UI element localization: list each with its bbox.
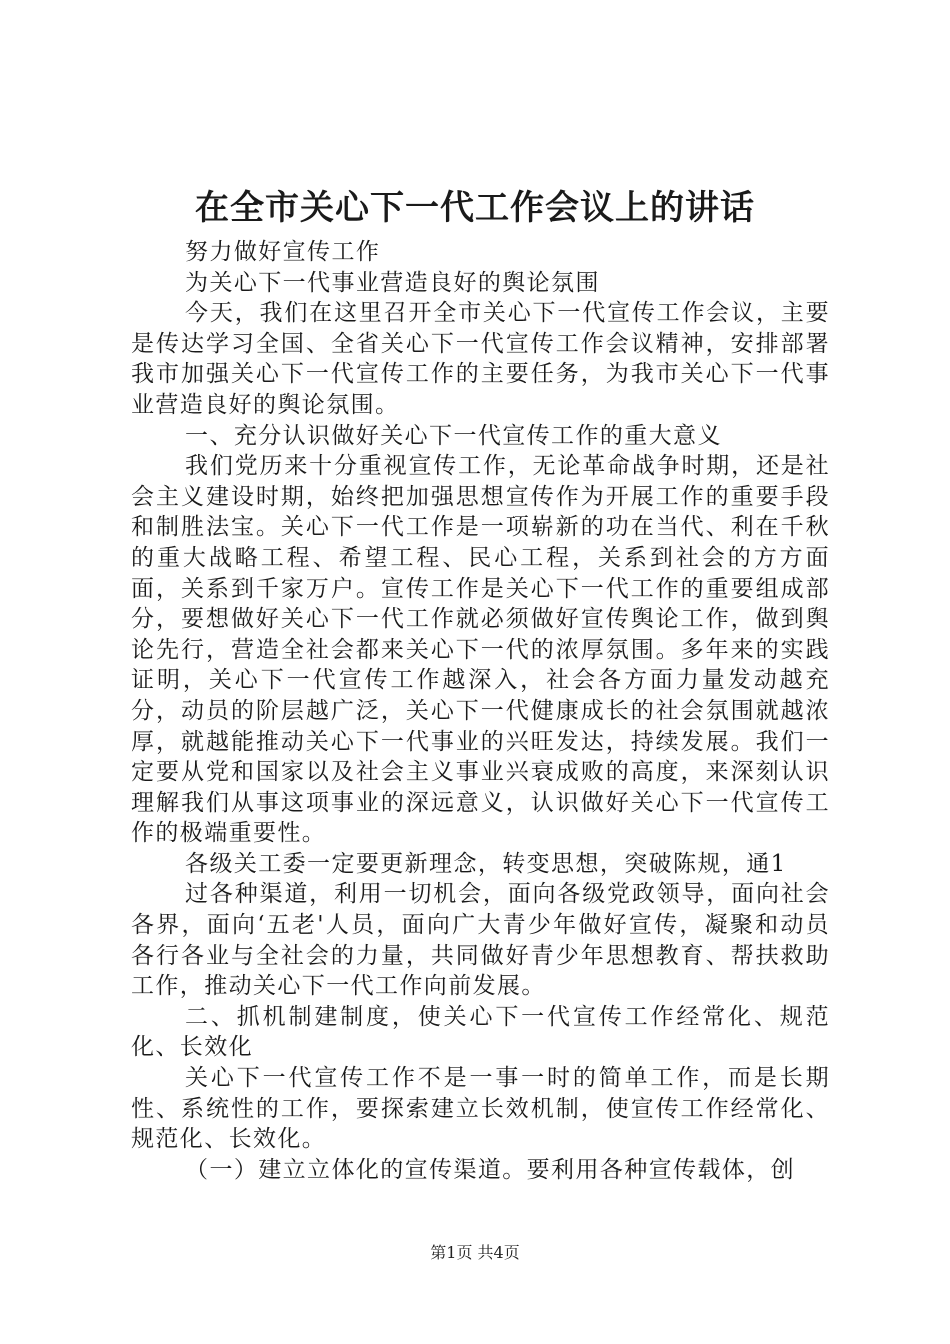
section-heading-2: 二、抓机制建制度，使关心下一代宣传工作经常化、规范化、长效化 [131,1003,830,1061]
body-paragraph: 过各种渠道，利用一切机会，面向各级党政领导，面向社会各界，面向‘五老'人员，面向广大青少年做好宣传，凝聚和动员各行各业与全社会的力量，共同做好青少年思想教育、帮扶救助工作，推动关心下一代工作向前发展。 [131,881,830,1000]
intro-paragraph: 今天，我们在这里召开全市关心下一代宣传工作会议，主要是传达学习全国、全省关心下一代宣传工作会议精神，安排部署我市加强关心下一代宣传工作的主要任务，为我市关心下一代事业营造良好的舆论氛围。 [131,300,830,418]
body-paragraph: 我们党历来十分重视宣传工作，无论革命战争时期，还是社会主义建设时期，始终把加强思想宣传作为开展工作的重要手段和制胜法宝。关心下一代工作是一项崭新的功在当代、利在千秋的重大战略工程、希望工程、民心工程，关系到社会的方方面面，关系到千家万户。宣传工作是关心下一代工作的重要组成部分，要想做好关心下一代工作就必须做好宣传舆论工作，做到舆论先行，营造全社会都来关心下一代的浓厚氛围。多年来的实践证明，关心下一代宣传工作越深入，社会各方面力量发动越充分，动员的阶层越广泛，关心下一代健康成长的社会氛围就越浓厚，就越能推动关心下一代事业的兴旺发达，持续发展。我们一定要从党和国家以及社会主义事业兴衰成败的高度，来深刻认识理解我们从事这项事业的深远意义，认识做好关心下一代宣传工作的极端重要性。 [131,453,830,847]
document-title: 在全市关心下一代工作会议上的讲话 [195,188,755,228]
subtitle-line-1: 努力做好宣传工作 [185,239,381,265]
document-body [131,237,830,1185]
page-footer: 第1页 共4页 [430,1243,520,1262]
body-paragraph: 各级关工委一定要更新理念，转变思想，突破陈规，通1 [185,850,787,877]
subsection-heading-1: （一）建立立体化的宣传渠道。要利用各种宣传载体，创 [185,1156,796,1183]
subtitle-line-2: 为关心下一代事业营造良好的舆论氛围 [185,269,600,296]
section-heading-1: 一、充分认识做好关心下一代宣传工作的重大意义 [185,422,722,449]
body-paragraph: 关心下一代宣传工作不是一事一时的简单工作，而是长期性、系统性的工作，要探索建立长效机制，使宣传工作经常化、规范化、长效化。 [131,1065,830,1153]
